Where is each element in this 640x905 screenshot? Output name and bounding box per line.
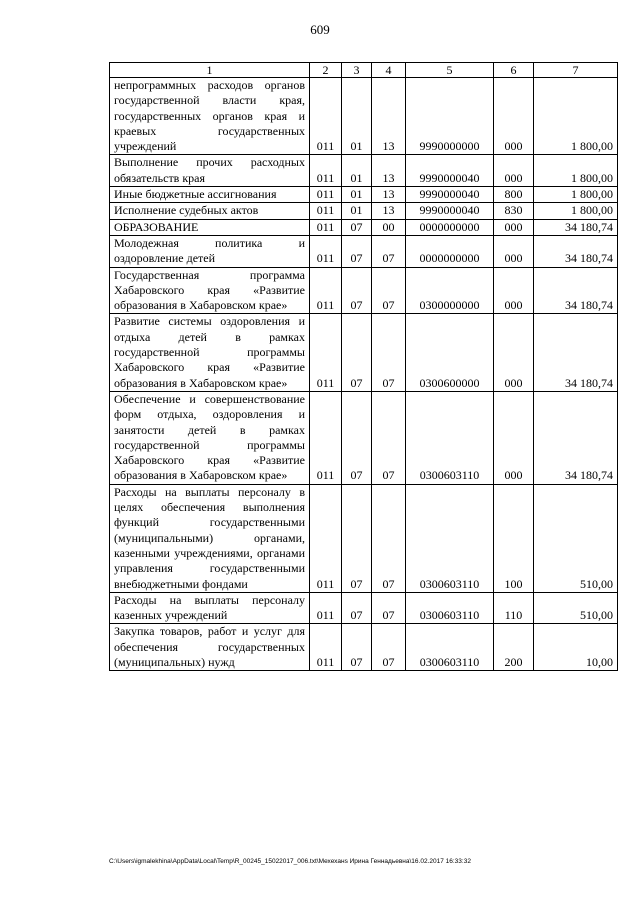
table-row	[110, 78, 618, 155]
ministry-code-cell: 011	[310, 219, 342, 235]
row-name-cell: Молодежная политика и оздоровление детей	[110, 235, 310, 267]
ministry-code-cell: 011	[310, 314, 342, 391]
subsection-code-cell: 07	[372, 624, 406, 671]
section-code-cell: 01	[342, 155, 372, 187]
expense-type-cell: 000	[494, 78, 534, 155]
subsection-code-cell: 07	[372, 314, 406, 391]
page-number: 609	[310, 22, 330, 37]
subsection-code-cell: 13	[372, 155, 406, 187]
amount-cell: 34 180,74	[534, 235, 618, 267]
ministry-code-cell: 011	[310, 624, 342, 671]
row-name-cell: ОБРАЗОВАНИЕ	[110, 219, 310, 235]
table-row	[110, 219, 618, 235]
amount-cell: 10,00	[534, 624, 618, 671]
table-row	[110, 314, 618, 391]
subsection-code-cell: 07	[372, 235, 406, 267]
expense-type-cell: 000	[494, 155, 534, 187]
expense-type-cell: 830	[494, 203, 534, 219]
target-article-cell: 0300000000	[406, 267, 494, 314]
section-code-cell: 01	[342, 78, 372, 155]
column-header: 3	[342, 63, 372, 78]
ministry-code-cell: 011	[310, 592, 342, 624]
section-code-cell: 07	[342, 624, 372, 671]
target-article-cell: 0300603110	[406, 624, 494, 671]
section-code-cell: 07	[342, 219, 372, 235]
section-code-cell: 07	[342, 267, 372, 314]
target-article-cell: 9990000000	[406, 78, 494, 155]
expense-type-cell: 100	[494, 484, 534, 592]
column-header: 1	[110, 63, 310, 78]
subsection-code-cell: 07	[372, 592, 406, 624]
target-article-cell: 9990000040	[406, 155, 494, 187]
column-header: 2	[310, 63, 342, 78]
target-article-cell: 0300603110	[406, 592, 494, 624]
subsection-code-cell: 13	[372, 203, 406, 219]
section-code-cell: 07	[342, 391, 372, 484]
amount-cell: 510,00	[534, 484, 618, 592]
expense-type-cell: 000	[494, 391, 534, 484]
column-header: 7	[534, 63, 618, 78]
table-row	[110, 592, 618, 624]
target-article-cell: 9990000040	[406, 187, 494, 203]
table-header-row	[110, 63, 618, 78]
subsection-code-cell: 13	[372, 187, 406, 203]
target-article-cell: 0000000000	[406, 235, 494, 267]
table-row	[110, 235, 618, 267]
expense-type-cell: 000	[494, 235, 534, 267]
budget-table	[109, 62, 618, 671]
target-article-cell: 0300600000	[406, 314, 494, 391]
amount-cell: 34 180,74	[534, 314, 618, 391]
amount-cell: 1 800,00	[534, 203, 618, 219]
subsection-code-cell: 07	[372, 391, 406, 484]
subsection-code-cell: 07	[372, 484, 406, 592]
target-article-cell: 0000000000	[406, 219, 494, 235]
amount-cell: 1 800,00	[534, 78, 618, 155]
subsection-code-cell: 13	[372, 78, 406, 155]
target-article-cell: 9990000040	[406, 203, 494, 219]
target-article-cell: 0300603110	[406, 484, 494, 592]
ministry-code-cell: 011	[310, 484, 342, 592]
amount-cell: 34 180,74	[534, 391, 618, 484]
ministry-code-cell: 011	[310, 235, 342, 267]
expense-type-cell: 000	[494, 267, 534, 314]
table-body	[110, 78, 618, 671]
subsection-code-cell: 07	[372, 267, 406, 314]
table-row	[110, 187, 618, 203]
column-header: 6	[494, 63, 534, 78]
amount-cell: 510,00	[534, 592, 618, 624]
row-name-cell: Иные бюджетные ассигнования	[110, 187, 310, 203]
expense-type-cell: 000	[494, 219, 534, 235]
amount-cell: 1 800,00	[534, 187, 618, 203]
section-code-cell: 07	[342, 592, 372, 624]
ministry-code-cell: 011	[310, 203, 342, 219]
table-row	[110, 203, 618, 219]
section-code-cell: 07	[342, 235, 372, 267]
row-name-cell: Развитие системы оздоровления и отдыха детей в рамках государственной программы Хабаровского края «Развитие образования в Хабаровском крае»	[110, 314, 310, 391]
ministry-code-cell: 011	[310, 391, 342, 484]
target-article-cell: 0300603110	[406, 391, 494, 484]
row-name-cell: Закупка товаров, работ и услуг для обеспечения государственных (муниципальных) нужд	[110, 624, 310, 671]
row-name-cell: непрограммных расходов органов государственной власти края, государственных органов края и краевых государственных учреждений	[110, 78, 310, 155]
section-code-cell: 07	[342, 484, 372, 592]
section-code-cell: 07	[342, 314, 372, 391]
ministry-code-cell: 011	[310, 78, 342, 155]
table-row	[110, 155, 618, 187]
table-row	[110, 484, 618, 592]
table-row	[110, 624, 618, 671]
column-header: 5	[406, 63, 494, 78]
amount-cell: 1 800,00	[534, 155, 618, 187]
amount-cell: 34 180,74	[534, 219, 618, 235]
row-name-cell: Обеспечение и совершенствование форм отдыха, оздоровления и занятости детей в рамках государственной программы Хабаровского края «Развитие образования в Хабаровском крае»	[110, 391, 310, 484]
expense-type-cell: 800	[494, 187, 534, 203]
ministry-code-cell: 011	[310, 187, 342, 203]
table-row	[110, 391, 618, 484]
row-name-cell: Расходы на выплаты персоналу казенных учреждений	[110, 592, 310, 624]
row-name-cell: Выполнение прочих расходных обязательств края	[110, 155, 310, 187]
expense-type-cell: 000	[494, 314, 534, 391]
table-row	[110, 267, 618, 314]
row-name-cell: Государственная программа Хабаровского края «Развитие образования в Хабаровском крае»	[110, 267, 310, 314]
subsection-code-cell: 00	[372, 219, 406, 235]
amount-cell: 34 180,74	[534, 267, 618, 314]
expense-type-cell: 110	[494, 592, 534, 624]
row-name-cell: Расходы на выплаты персоналу в целях обеспечения выполнения функций государственными (муниципальными) органами, казенными учреждениями, органами управления государственными внебюджетными фондами	[110, 484, 310, 592]
ministry-code-cell: 011	[310, 155, 342, 187]
ministry-code-cell: 011	[310, 267, 342, 314]
file-path-footer: C:\Users\igmalekhina\AppData\Local\Temp\R_00245_15022017_006.txt\Мехеханs Ирина Геннадьевна\16.02.2017 16:33:32	[109, 858, 471, 865]
section-code-cell: 01	[342, 203, 372, 219]
section-code-cell: 01	[342, 187, 372, 203]
column-header: 4	[372, 63, 406, 78]
expense-type-cell: 200	[494, 624, 534, 671]
row-name-cell: Исполнение судебных актов	[110, 203, 310, 219]
